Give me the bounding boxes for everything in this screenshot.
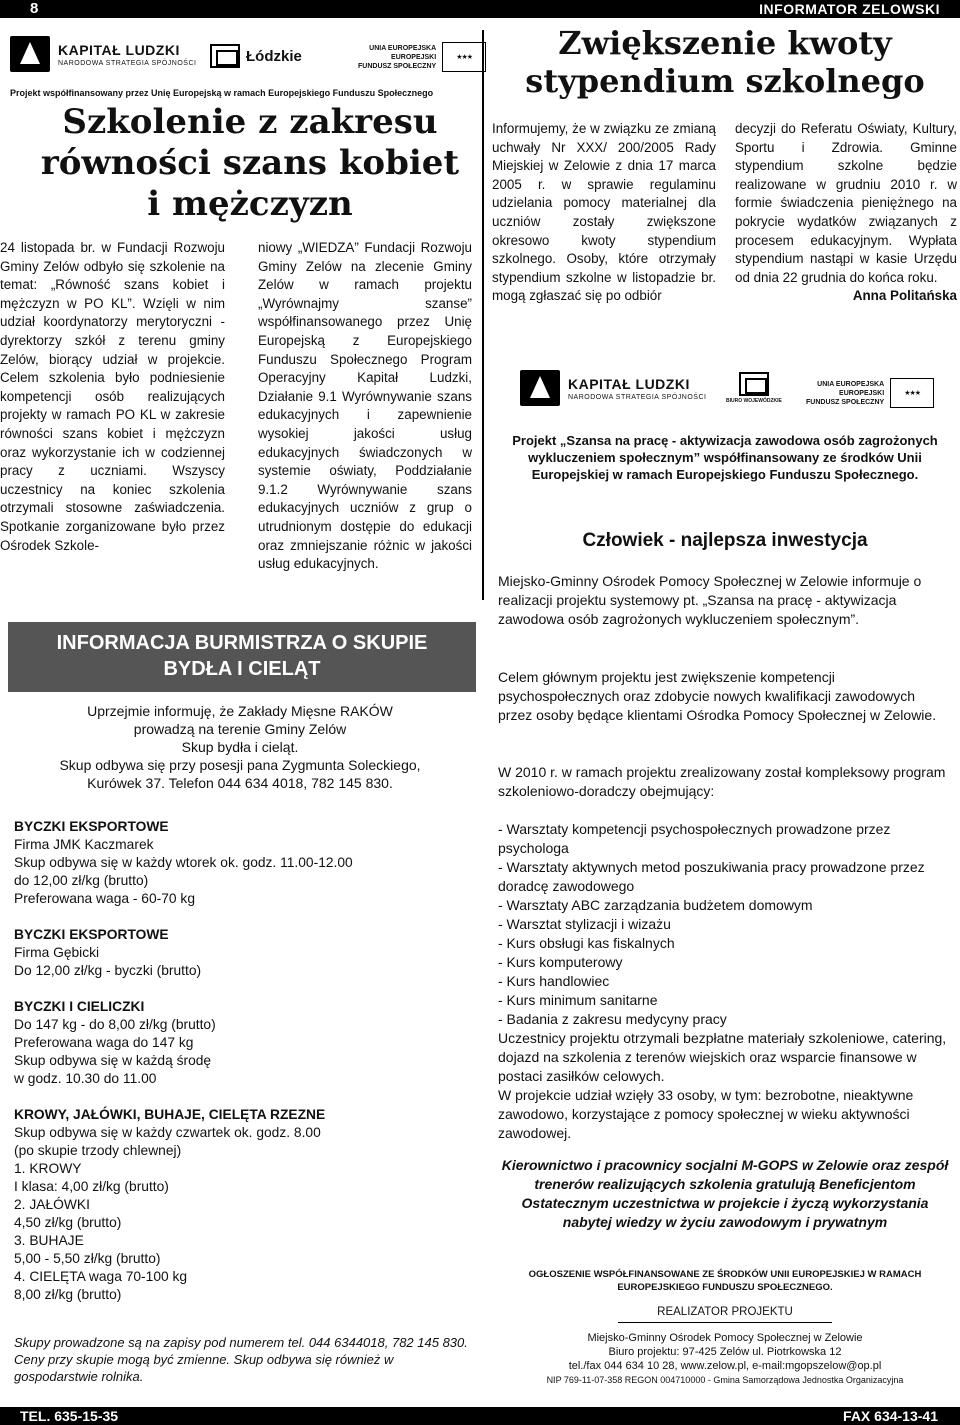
realizer-line: tel./fax 044 634 10 28, www.zelow.pl, e-mail:mgopszelow@op.pl [568,1360,882,1372]
kapital-ludzki-icon [10,36,50,72]
article-headline-right: Zwiększenie kwoty stypendium szkolnego [525,24,925,101]
kapital-ludzki-icon [520,370,560,406]
section-title-buyout [8,622,476,692]
eu-line3: FUNDUSZ SPOŁECZNY [358,62,437,70]
kapital-ludzki-sub: NARODOWA STRATEGIA SPÓJNOŚCI [58,59,197,67]
eu-line2: EUROPEJSKI [391,53,437,61]
offer-line: Firma Gębicki [14,945,100,960]
project-p1: Miejsko-Gminny Ośrodek Pomocy Społecznej w Zelowie informuje o realizacji projektu systemowy pt. „Szansa na pracę - aktywizacja zawodowa osób zagrożonych wykluczeniem społecznym”. [498,573,922,627]
buyout-intro [10,702,470,792]
eu-line1: UNIA EUROPEJSKA [817,380,885,388]
offer-line: Do 147 kg - do 8,00 zł/kg (brutto) [14,1017,216,1032]
offer-line: Preferowana waga do 147 kg [14,1035,194,1050]
realizer-line: Miejsko-Gminny Ośrodek Pomocy Społecznej w Zelowie [587,1332,863,1344]
list-item: - Warsztaty ABC zarządzania budżetem domowym [498,897,813,913]
offer-block-4 [14,1106,474,1304]
kapital-ludzki-logo [10,36,196,72]
top-bar [0,0,960,18]
realizer-label: REALIZATOR PROJEKTU [657,1306,793,1318]
eu-logo-right [806,378,934,408]
offer-block-2 [14,926,474,980]
bottom-bar [0,1407,960,1425]
article-headline-left: Szkolenie z zakresu równości szans kobiet i mężczyzn [40,102,460,224]
offer-line: 4,50 zł/kg (brutto) [14,1215,122,1230]
offer-block-1 [14,818,474,908]
offer-heading: BYCZKI I CIELICZKI [14,999,145,1014]
offer-line: Skup odbywa się w każdy wtorek ok. godz. 11.00-12.00 [14,855,353,870]
eu-flag-icon: ★★★ [890,378,934,408]
list-item: - Warsztaty kompetencji psychospołecznych prowadzone przez psychologa [498,821,891,856]
article-col-2-text: niowy „WIEDZA” Fundacji Rozwoju Gminy Zelów na zlecenie Gminy Zelów w ramach projektu „Wyrównajmy szanse” współfinansowanego przez Unię Europejską z Europejskiego Funduszu Społecznego Program Operacyjny Kapitał Ludzki, Działanie 9.1 Wyrównywanie szans edukacyjnych i zapewnienie wysokiej jakości usług edukacyjnych świadczonych w systemie oświaty, Poddziałanie 9.1.2 Wyrównywanie szans edukacyjnych uczniów z grup o utrudnionym dostępie do edukacji oraz zmniejszanie różnic w jakości usług edukacyjnych. [258,240,472,572]
project-p5: W projekcie udział wzięły 33 osoby, w tym: bezrobotne, nieaktywne zawodowo, korzystające z pomocy społecznej w wieku aktywności zawodowej. [498,1087,914,1141]
kapital-ludzki-sub: NARODOWA STRATEGIA SPÓJNOŚCI [568,393,707,401]
nip-regon: NIP 769-11-07-358 REGON 004710000 - Gmina Samorządowa Jednostka Organizacyjna [546,1375,904,1385]
offer-block-3 [14,998,474,1088]
lodz-office-logo [726,372,782,404]
offer-line: (po skupie trzody chlewnej) [14,1143,182,1158]
lodzkie-icon [210,44,240,68]
eu-flag-icon: ★★★ [442,42,486,72]
list-item: - Badania z zakresu medycyny pracy [498,1011,727,1027]
realizer-info [498,1331,952,1373]
project-title: Projekt „Szansa na pracę - aktywizacja zawodowa osób zagrożonych wykluczeniem społecznym” współfinansowany ze środków Unii Europejskiej w ramach Europejskiego Funduszu Społecznego. [512,433,938,482]
signature: Anna Politańska [852,288,957,304]
divider [618,1322,832,1323]
offer-line: 4. CIELĘTA waga 70-100 kg [14,1269,188,1284]
lodz-office-text: BIURO WOJEWÓDZKIE [726,398,782,404]
project-subheading: Człowiek - najlepsza inwestycja [582,530,868,551]
project-p4: Uczestnicy projektu otrzymali bezpłatne materiały szkoleniowe, catering, dojazd na szkolenia z terenów wiejskich oraz wsparcie finansowe w postaci zasiłków celowych. [498,1030,947,1084]
lodzkie-text: Łódzkie [246,47,302,65]
offer-line: 1. KROWY [14,1161,82,1176]
intro-line: Kurówek 37. Telefon 044 634 4018, 782 145 830. [87,775,393,791]
offer-heading: BYCZKI EKSPORTOWE [14,819,169,834]
article-col-1-text: 24 listopada br. w Fundacji Rozwoju Gminy Zelów odbyło się szkolenie na temat: „Równość szans kobiet i mężczyzn w PO KL”. Wzięli w nim udział koordynatorzy merytoryczni - dyrektorzy szkół z terenu gminy Zelów, biorący udział w projekcie. Celem szkolenia było podniesienie kompetencji osób realizujących projekty w ramach PO KL w zakresie równości szans kobiet i mężczyzn oraz wykorzystanie ich w codziennej pracy z uczniami. Wszyscy uczestnicy na koniec szkolenia otrzymali stosowne zaświadczenia. Spotkanie zorganizowane było przez Ośrodek Szkole- [0,240,225,553]
offer-line: Preferowana waga - 60-70 kg [14,891,195,906]
offer-line: Firma JMK Kaczmarek [14,837,154,852]
list-item: - Kurs minimum sanitarne [498,992,658,1008]
article-col-2 [258,239,472,574]
offer-line: 5,00 - 5,50 zł/kg (brutto) [14,1251,161,1266]
masthead: INFORMATOR ZELOWSKI [759,1,940,17]
intro-line: Uprzejmie informuję, że Zakłady Mięsne RAKÓW [87,703,393,719]
eu-line2: EUROPEJSKI [839,389,885,397]
page-number: 8 [30,0,39,17]
list-item: - Kurs obsługi kas fiskalnych [498,935,675,951]
offer-heading: BYCZKI EKSPORTOWE [14,927,169,942]
kapital-ludzki-title: KAPITAŁ LUDZKI [568,375,690,392]
offer-line: Do 12,00 zł/kg - byczki (brutto) [14,963,202,978]
intro-line: prowadzą na terenie Gminy Zelów [133,721,347,737]
intro-line: Skup odbywa się przy posesji pana Zygmunta Soleckiego, [59,757,421,773]
scholarship-col-2 [735,120,957,306]
list-item: - Warsztat stylizacji i wizażu [498,916,671,932]
offer-line: 3. BUHAJE [14,1233,84,1248]
training-list [498,820,952,1143]
list-item: - Kurs handlowiec [498,973,610,989]
offer-line: I klasa: 4,00 zł/kg (brutto) [14,1179,169,1194]
intro-line: Skup bydła i cieląt. [181,739,299,755]
lodzkie-icon [739,372,769,396]
lodzkie-logo [210,44,302,68]
section-title-line1: INFORMACJA BURMISTRZA O SKUPIE [56,632,428,654]
buyout-note: Skupy prowadzone są na zapisy pod numerem tel. 044 6344018, 782 145 830. Ceny przy skupie mogą być zmienne. Skup odbywa się również w gospodarstwie rolnika. [14,1335,468,1384]
offer-line: do 12,00 zł/kg (brutto) [14,873,149,888]
offer-heading: KROWY, JAŁÓWKI, BUHAJE, CIELĘTA RZEZNE [14,1107,326,1122]
scholarship-col-1-text: Informujemy, że w związku ze zmianą uchwały Nr XXX/ 200/2005 Rady Miejskiej w Zelowie z dnia 17 marca 2005 r. w sprawie regulaminu udzielania pomocy materialnej dla uczniów zostały zwiększone okresowo kwoty stypendium szkolnego. Osoby, które otrzymały stypendium szkolne w listopadzie br. mogą zgłaszać się po odbiór [492,121,716,304]
kapital-ludzki-logo-right [520,370,706,406]
offer-line: w godz. 10.30 do 11.00 [14,1071,157,1086]
scholarship-col-1 [492,120,716,306]
cofinancing-note: Projekt współfinansowany przez Unię Europejską w ramach Europejskiego Funduszu Społecznego [10,88,434,98]
scholarship-col-2-text: decyzji do Referatu Oświaty, Kultury, Sportu i Zdrowia. Gminne stypendium szkolne będzie realizowane w grudniu 2010 r. w formie świadczenia pieniężnego na pokrycie wydatków związanych z procesem edukacyjnym. Wypłata stypendium nastąpi w kasie Urzędu od dnia 22 grudnia do końca roku. [735,121,957,285]
footer-tel: TEL. 635-15-35 [20,1408,119,1424]
eu-line3: FUNDUSZ SPOŁECZNY [806,398,885,406]
footer-fax: FAX 634-13-41 [843,1408,938,1424]
thanks-note: Kierownictwo i pracownicy socjalni M-GOPS w Zelowie oraz zespół trenerów realizujących szkolenia gratulują Beneficjentom Ostatecznym uczestnictwa w projekcie i życzą wykorzystania nabytej wiedzy w życiu zawodowym i prywatnym [501,1157,949,1230]
offer-line: Skup odbywa się w każdą środę [14,1053,212,1068]
eu-logo [358,42,486,72]
announcement: OGŁOSZENIE WSPÓŁFINANSOWANE ZE ŚRODKÓW UNII EUROPEJSKIEJ W RAMACH EUROPEJSKIEGO FUNDUSZU SPOŁECZNEGO. [528,1269,922,1293]
section-title-line2: BYDŁA I CIELĄT [163,658,321,680]
project-p3: W 2010 r. w ramach projektu zrealizowany został kompleksowy program szkoleniowo-doradczy obejmujący: [498,764,946,799]
offer-line: Skup odbywa się w każdy czwartek ok. godz. 8.00 [14,1125,321,1140]
project-p2: Celem głównym projektu jest zwiększenie kompetencji psychospołecznych oraz zdobycie nowych kwalifikacji zawodowych przez osoby będące klientami Ośrodka Pomocy Społecznej w Zelowie. [498,669,937,723]
offer-line: 8,00 zł/kg (brutto) [14,1287,122,1302]
article-col-1 [0,239,225,555]
column-divider [482,30,484,600]
list-item: - Kurs komputerowy [498,954,623,970]
offer-line: 2. JAŁÓWKI [14,1197,90,1212]
eu-line1: UNIA EUROPEJSKA [369,44,437,52]
kapital-ludzki-title: KAPITAŁ LUDZKI [58,41,180,58]
realizer-line: Biuro projektu: 97-425 Zelów ul. Piotrkowska 12 [608,1346,842,1358]
list-item: - Warsztaty aktywnych metod poszukiwania pracy prowadzone przez doradcę zawodowego [498,859,925,894]
